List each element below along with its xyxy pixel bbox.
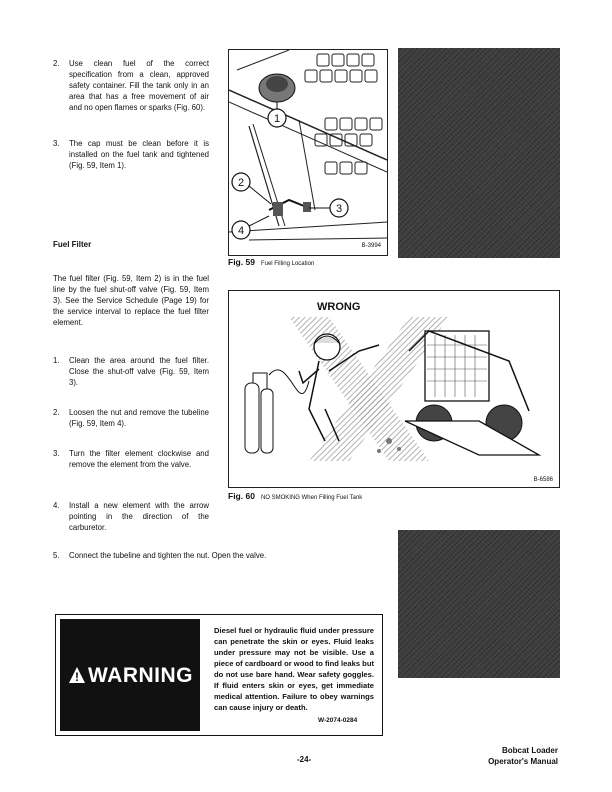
step-number: 5. — [53, 551, 60, 560]
fuel-filling-illustration — [229, 50, 387, 255]
step-text: Turn the filter element clockwise and remove the element from the valve. — [69, 449, 209, 469]
warning-text: Diesel fuel or hydraulic fluid under pressure can penetrate the skin or eyes. Fluid leaks under pressure may not be visible. Use a piece of cardboard or wood to find leaks but do not use bare hand. Wear safety goggles. If fluid enters skin or eyes, get immediate medical attention. Failure to obey warnings can cause injury or death. — [214, 626, 374, 712]
wrong-label: WRONG — [317, 301, 361, 313]
step-text: Install a new element with the arrow pointing in the direction of the carburetor. — [69, 501, 209, 532]
figure-number: Fig. 59 — [228, 257, 255, 267]
filter-step-2 — [53, 407, 209, 431]
callout-2: 2 — [237, 177, 245, 189]
caption-text: NO SMOKING When Filling Fuel Tank — [260, 495, 363, 501]
figure-59-caption — [228, 257, 314, 267]
figure-60 — [228, 290, 560, 488]
warning-banner — [60, 619, 200, 731]
warning-triangle — [68, 666, 86, 684]
step-text: Use clean fuel of the correct specification from a clean, approved safety container. Fill the tank only in an area that has a free movement of air and no open flames or sparks (Fig. 60). — [69, 59, 209, 112]
filter-step-5 — [53, 550, 353, 562]
warning-code: W-2074-0284 — [318, 717, 358, 724]
footer-line-1: Bobcat Loader — [501, 746, 558, 755]
callout-1: 1 — [273, 113, 281, 125]
step-3 — [53, 138, 209, 174]
step-number: 4. — [53, 501, 60, 510]
caption-text: Fuel Filling Location — [260, 261, 315, 267]
fuel-filter-intro — [53, 273, 209, 328]
step-text: Connect the tubeline and tighten the nut. Open the valve. — [69, 551, 267, 560]
step-number: 3. — [53, 139, 60, 148]
no-smoking-illustration — [229, 291, 559, 487]
step-text: The cap must be clean before it is installed on the fuel tank and tightened (Fig. 59, Item 1). — [69, 139, 209, 170]
step-number: 3. — [53, 449, 60, 458]
filter-step-3 — [53, 448, 209, 484]
intro-text: The fuel filter (Fig. 59, Item 2) is in the fuel line by the fuel shut-off valve (Fig. 59, Item 3). See the Service Schedule (Page 19) for the service interval to replace the fuel filter element. — [53, 274, 209, 327]
figure-59-ref: B-3994 — [361, 243, 381, 249]
callout-4: 4 — [237, 225, 245, 237]
figure-number: Fig. 60 — [228, 491, 255, 501]
page-number: -24- — [297, 755, 312, 764]
filter-step-1 — [53, 355, 209, 391]
filter-step-4 — [53, 500, 209, 536]
warning-title: WARNING — [88, 664, 193, 687]
step-text: Loosen the nut and remove the tubeline (Fig. 59, Item 4). — [69, 408, 209, 428]
step-number: 2. — [53, 59, 60, 68]
figure-60-caption — [228, 491, 362, 501]
alert-icon: ! — [75, 670, 79, 684]
section-heading-fuel-filter: Fuel Filter — [53, 240, 92, 249]
footer-title — [470, 745, 558, 767]
photo-placeholder-bottom — [398, 530, 560, 678]
figure-59 — [228, 49, 388, 256]
step-number: 1. — [53, 356, 60, 365]
callout-3: 3 — [335, 203, 343, 215]
warning-box — [55, 614, 383, 736]
photo-placeholder-top — [398, 48, 560, 258]
figure-60-ref: B-6586 — [533, 477, 553, 483]
step-2 — [53, 58, 209, 124]
step-number: 2. — [53, 408, 60, 417]
step-text: Clean the area around the fuel filter. Close the shut-off valve (Fig. 59, Item 3). — [69, 356, 209, 387]
footer-line-2: Operator's Manual — [488, 757, 558, 766]
